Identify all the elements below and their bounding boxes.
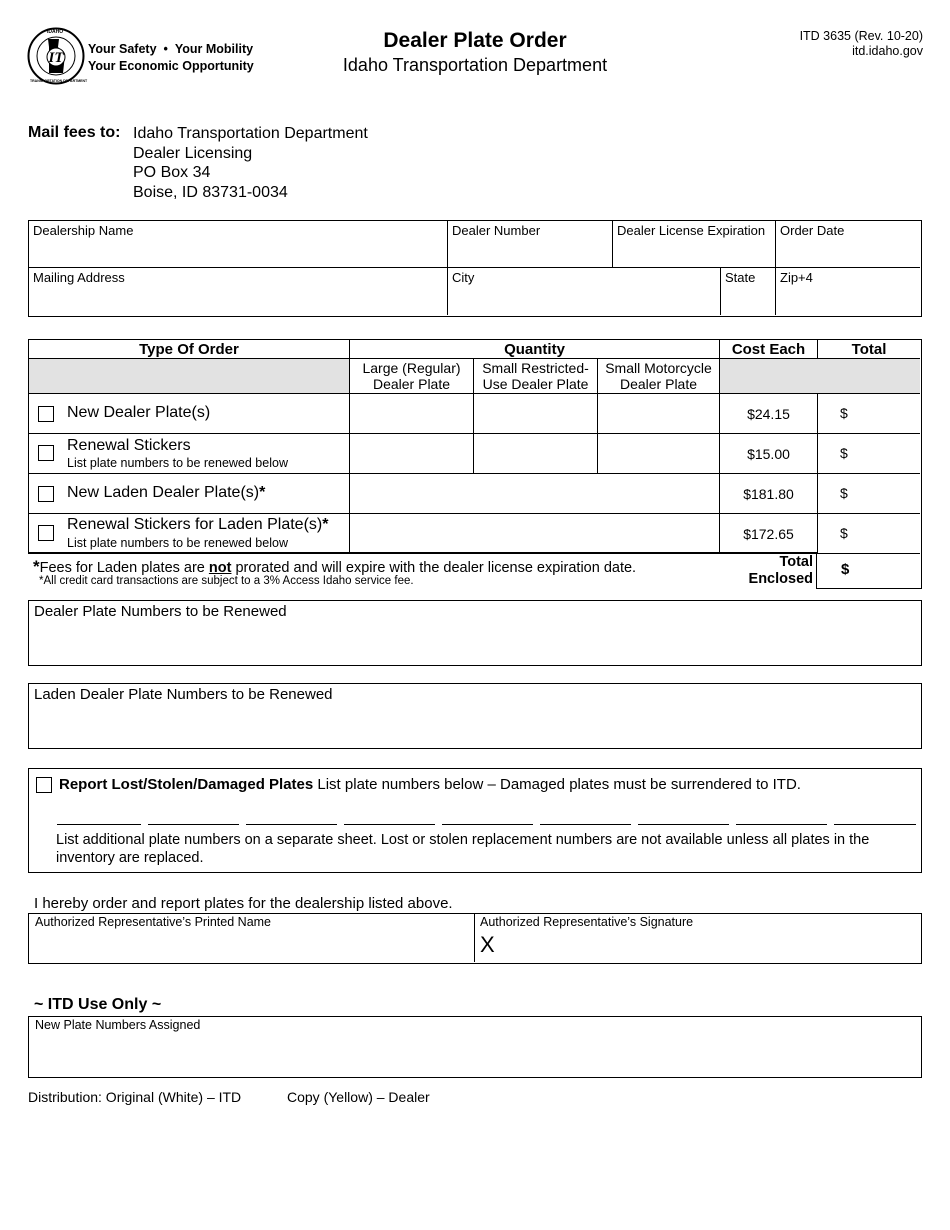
laden-plate-renew-box[interactable] [28,683,922,749]
renewal-laden-note: List plate numbers to be renewed below [67,536,288,550]
state-field[interactable] [721,268,776,315]
plate-number-line[interactable] [246,824,337,825]
website: itd.idaho.gov [852,44,923,58]
printed-name-field[interactable] [29,914,475,962]
plate-number-line[interactable] [638,824,729,825]
license-expiration-field[interactable] [613,221,776,268]
new-laden-checkbox[interactable] [38,486,54,502]
renewal-stickers-label: Renewal Stickers [67,437,191,454]
license-expiration-label: Dealer License Expiration [617,223,766,238]
cost-new-dealer: $24.15 [720,394,818,434]
type-of-order-header: Type Of Order [29,340,350,359]
order-row-new-dealer [29,394,350,434]
laden-footnote [33,557,636,577]
large-plate-header [350,359,474,394]
city-label: City [452,270,475,285]
mail-fees-label: Mail fees to: [28,124,121,141]
laden-plate-renew-label: Laden Dealer Plate Numbers to be Renewed [34,686,333,703]
signature-label: Authorized Representative’s Signature [480,915,694,929]
dollar-sign: $ [841,561,850,578]
quantity-header: Quantity [350,340,720,359]
svg-text:IT: IT [48,50,64,66]
plate-number-line[interactable] [148,824,239,825]
subheader-fill [29,359,350,394]
order-date-field[interactable] [776,221,920,268]
footnote-text-a: Fees for Laden plates are [39,560,209,576]
signature-x-mark: X [480,932,495,957]
qty-motorcycle-input[interactable] [598,394,720,434]
new-plates-label: New Plate Numbers Assigned [35,1018,201,1032]
small-restricted-header [474,359,598,394]
itd-use-heading: ~ ITD Use Only ~ [34,996,162,1013]
lost-stolen-additional: List additional plate numbers on a separate sheet. Lost or stolen replacement numbers are not available unless all plates in the inventory are replaced. [56,832,870,866]
total-label-line2: Enclosed [748,571,813,587]
renewal-stickers-checkbox[interactable] [38,445,54,461]
new-laden-label [67,484,265,502]
renewal-laden-checkbox[interactable] [38,525,54,541]
total-new-laden-input[interactable] [818,474,920,514]
order-statement: I hereby order and report plates for the dealership listed above. [34,895,453,912]
plate-number-line[interactable] [736,824,827,825]
tagline [88,41,254,75]
footnote-not: not [208,560,232,576]
distribution-copy: Copy (Yellow) – Dealer [287,1089,430,1105]
order-row-renewal-laden [29,514,350,554]
qty-small-restricted-input[interactable] [474,434,598,474]
tagline-bullet: • [163,42,168,56]
plate-number-line[interactable] [442,824,533,825]
form-number: ITD 3635 (Rev. 10-20) [799,29,923,43]
dealer-plate-renew-box[interactable] [28,600,922,666]
qty-motorcycle-input[interactable] [598,434,720,474]
printed-name-label: Authorized Representative’s Printed Name [35,915,272,929]
distribution-original: Distribution: Original (White) – ITD [28,1089,242,1105]
lost-stolen-instruction: List plate numbers below – Damaged plates must be surrendered to ITD. [313,776,801,793]
page-subtitle: Idaho Transportation Department [342,55,608,75]
subheader-fill-right [720,359,920,394]
large-plate-line1: Large (Regular) [362,360,461,376]
tagline-mobility: Your Mobility [174,42,254,56]
total-enclosed-label [720,554,813,588]
qty-laden-input[interactable] [350,474,720,514]
qty-large-input[interactable] [350,394,474,434]
dealer-info-box [28,220,922,317]
lost-stolen-box [28,768,922,873]
tagline-safety: Your Safety [88,42,157,56]
renewal-stickers-note: List plate numbers to be renewed below [67,456,288,470]
lost-stolen-checkbox[interactable] [36,777,52,793]
dealership-name-field[interactable] [29,221,448,268]
itd-logo [27,27,88,85]
new-laden-text: New Laden Dealer Plate(s) [67,484,260,501]
mail-address [133,124,368,202]
asterisk: * [259,484,266,501]
new-dealer-label: New Dealer Plate(s) [67,404,211,421]
dealership-name-label: Dealership Name [33,223,134,238]
small-restricted-line2: Use Dealer Plate [482,376,589,392]
mail-line: Idaho Transportation Department [133,125,368,142]
lost-stolen-title: Report Lost/Stolen/Damaged Plates [59,776,314,793]
small-motorcycle-line1: Small Motorcycle [605,360,712,376]
logo-text-bottom: TRANSPORTATION DEPARTMENT [30,79,88,83]
plate-number-line[interactable] [540,824,631,825]
cost-renewal-laden: $172.65 [720,514,818,554]
total-renewal-stickers-input[interactable] [818,434,920,474]
tagline-opportunity: Your Economic Opportunity [88,59,254,73]
qty-laden-input[interactable] [350,514,720,554]
zip-field[interactable] [776,268,920,315]
signature-box [28,913,922,964]
cost-each-header: Cost Each [720,340,818,359]
zip-label: Zip+4 [780,270,813,285]
credit-card-footnote: *All credit card transactions are subject to a 3% Access Idaho service fee. [39,575,414,587]
plate-number-line[interactable] [57,824,141,825]
dollar-sign: $ [840,525,848,541]
qty-small-restricted-input[interactable] [474,394,598,434]
small-motorcycle-header [598,359,720,394]
dealer-number-label: Dealer Number [452,223,541,238]
new-dealer-checkbox[interactable] [38,406,54,422]
total-label-line1: Total [779,554,813,570]
renewal-laden-label [67,516,328,534]
cost-renewal-stickers: $15.00 [720,434,818,474]
order-row-renewal-stickers [29,434,350,474]
order-row-new-laden [29,474,350,514]
total-renewal-laden-input[interactable] [818,514,920,554]
table-bottom-line-right [719,552,817,553]
mailing-address-label: Mailing Address [33,270,125,285]
mail-line: Dealer Licensing [133,144,253,162]
dollar-sign: $ [840,445,848,461]
dealer-plate-renew-label: Dealer Plate Numbers to be Renewed [34,603,287,620]
plate-number-line[interactable] [834,824,916,825]
cost-new-laden: $181.80 [720,474,818,514]
qty-large-input[interactable] [350,434,474,474]
page-title: Dealer Plate Order [383,29,567,52]
small-restricted-line1: Small Restricted- [482,360,589,376]
dollar-sign: $ [840,405,848,421]
mailing-address-field[interactable] [29,268,448,315]
small-motorcycle-line2: Dealer Plate [619,376,698,392]
total-new-dealer-input[interactable] [818,394,920,434]
large-plate-line2: Dealer Plate [372,376,451,392]
footnote-asterisk: * [33,557,40,576]
mail-line: PO Box 34 [133,164,211,181]
city-field[interactable] [448,268,721,315]
dollar-sign: $ [840,485,848,501]
order-table [28,339,922,554]
order-date-label: Order Date [780,223,845,238]
table-bottom-line [28,552,720,553]
lost-stolen-heading [59,776,801,793]
footnote-text-b: prorated and will expire with the dealer license expiration date. [231,560,637,576]
asterisk: * [322,516,329,533]
dealer-number-field[interactable] [448,221,613,268]
total-enclosed-input[interactable] [816,553,922,589]
total-header: Total [818,340,920,359]
logo-text-top: IDAHO [47,29,64,35]
renewal-laden-text: Renewal Stickers for Laden Plate(s) [67,516,323,533]
state-label: State [725,270,756,285]
signature-field[interactable] [475,914,920,962]
itd-use-box[interactable] [28,1016,922,1078]
mail-line: Boise, ID 83731-0034 [133,183,288,201]
plate-number-line[interactable] [344,824,435,825]
